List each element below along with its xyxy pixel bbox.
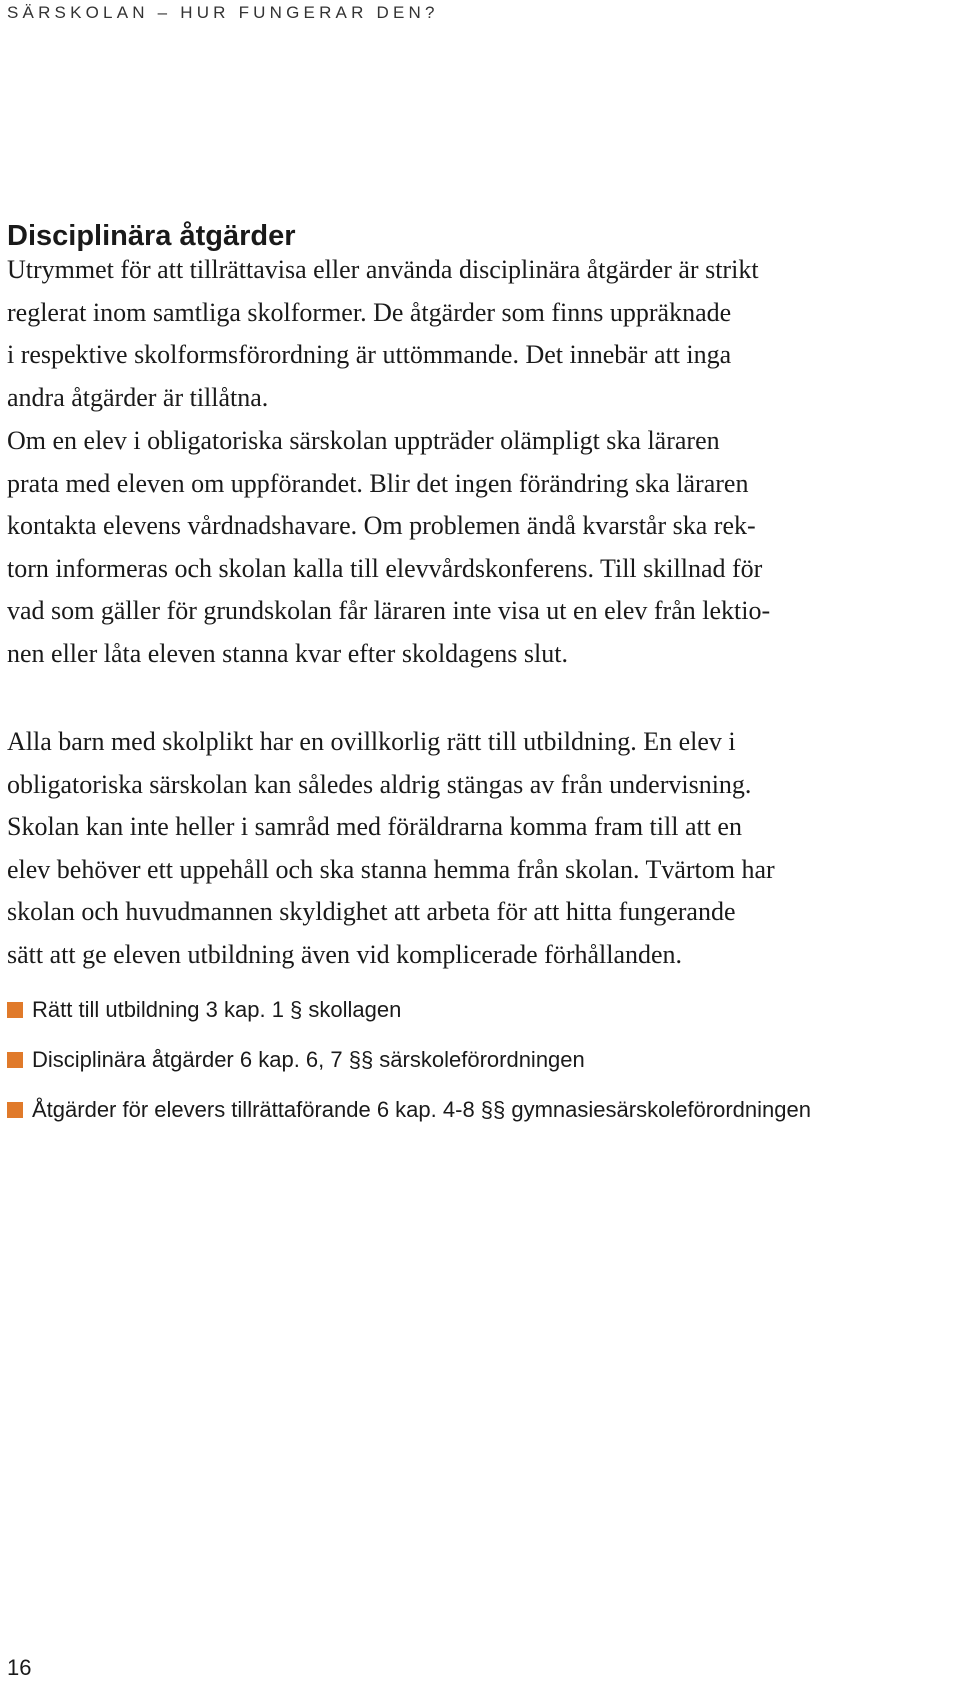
- reference-item: [7, 1042, 811, 1077]
- orange-square-bullet-icon: [7, 1002, 23, 1018]
- reference-item: [7, 992, 811, 1027]
- paragraph-line: prata med eleven om uppförandet. Blir det ingen förändring ska läraren: [7, 468, 749, 498]
- legal-references: [7, 992, 811, 1142]
- paragraph-1: [7, 249, 759, 419]
- reference-text: Åtgärder för elevers tillrättaförande 6 kap. 4-8 §§ gymnasiesärskoleförordningen: [32, 1096, 811, 1122]
- paragraph-line: skolan och huvudmannen skyldighet att arbeta för att hitta fungerande: [7, 897, 736, 927]
- section-heading: Disciplinära åtgärder: [7, 220, 296, 252]
- paragraph-2: [7, 420, 770, 676]
- paragraph-line: obligatoriska särskolan kan således aldrig stängas av från undervisning.: [7, 769, 752, 799]
- paragraph-line: Alla barn med skolplikt har en ovillkorlig rätt till utbildning. En elev i: [7, 727, 736, 756]
- paragraph-line: andra åtgärder är tillåtna.: [7, 382, 269, 412]
- paragraph-line: reglerat inom samtliga skolformer. De åtgärder som finns uppräknade: [7, 297, 732, 327]
- paragraph-line: vad som gäller för grundskolan får läraren inte visa ut en elev från lektio-: [7, 596, 771, 626]
- reference-text: Rätt till utbildning 3 kap. 1 § skollagen: [32, 996, 402, 1022]
- paragraph-3: [7, 721, 775, 977]
- paragraph-line: i respektive skolformsförordning är uttömmande. Det innebär att inga: [7, 340, 732, 370]
- paragraph-line: Skolan kan inte heller i samråd med föräldrarna komma fram till att en: [7, 812, 742, 842]
- running-header: SÄRSKOLAN – HUR FUNGERAR DEN?: [7, 3, 439, 22]
- reference-text: Disciplinära åtgärder 6 kap. 6, 7 §§ särskoleförordningen: [32, 1046, 585, 1072]
- paragraph-line: Om en elev i obligatoriska särskolan uppträder olämpligt ska läraren: [7, 426, 720, 455]
- paragraph-line: sätt att ge eleven utbildning även vid komplicerade förhållanden.: [7, 939, 683, 969]
- paragraph-line: torn informeras och skolan kalla till elevvårdskonferens. Till skillnad för: [7, 553, 763, 583]
- paragraph-line: kontakta elevens vårdnadshavare. Om problemen ändå kvarstår ska rek-: [7, 511, 756, 541]
- paragraph-line: elev behöver ett uppehåll och ska stanna hemma från skolan. Tvärtom har: [7, 854, 775, 884]
- orange-square-bullet-icon: [7, 1102, 23, 1118]
- paragraph-line: nen eller låta eleven stanna kvar efter skoldagens slut.: [7, 638, 568, 668]
- page-number: 16: [7, 1655, 32, 1680]
- orange-square-bullet-icon: [7, 1052, 23, 1068]
- reference-item: [7, 1092, 811, 1127]
- paragraph-line: Utrymmet för att tillrättavisa eller använda disciplinära åtgärder är strikt: [7, 255, 759, 284]
